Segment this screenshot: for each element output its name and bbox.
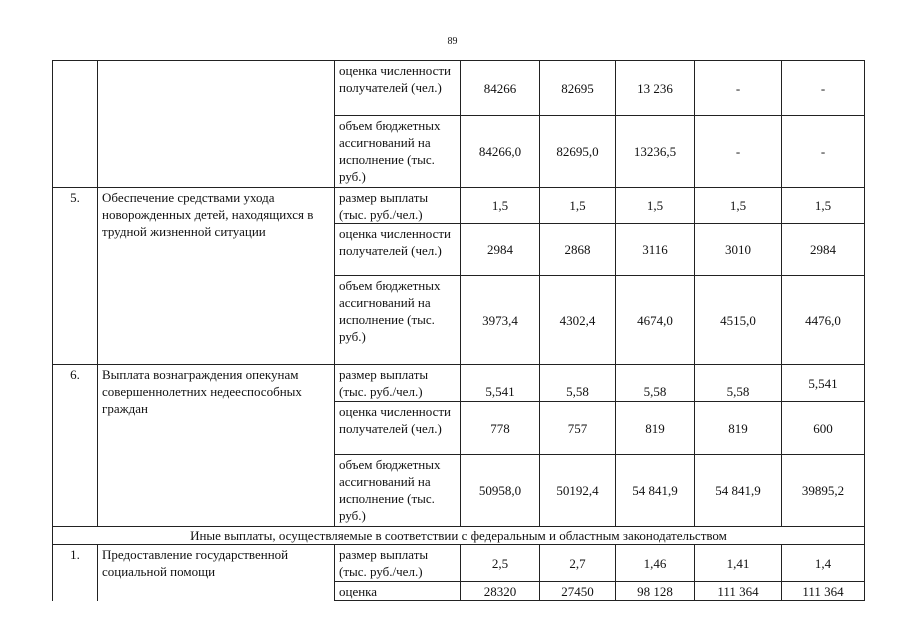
value-cell: 5,541 xyxy=(461,365,540,402)
value-cell: 82695 xyxy=(540,61,616,116)
value-cell: 757 xyxy=(540,402,616,455)
table-row xyxy=(53,545,865,582)
value-cell: - xyxy=(782,116,865,188)
budget-table xyxy=(52,60,865,601)
indicator-cell: объем бюджетных ассигнований на исполнение (тыс. руб.) xyxy=(335,276,461,365)
description-cell: Обеспечение средствами ухода новорожденных детей, находящихся в трудной жизненной ситуации xyxy=(98,188,335,365)
value-cell: 1,5 xyxy=(540,188,616,224)
indicator-cell: оценка численности получателей (чел.) xyxy=(335,61,461,116)
table-row xyxy=(53,188,865,224)
value-cell: 5,58 xyxy=(540,365,616,402)
value-cell: 54 841,9 xyxy=(695,455,782,527)
value-cell: 28320 xyxy=(461,582,540,601)
description-cell: Выплата вознаграждения опекунам совершеннолетних недееспособных граждан xyxy=(98,365,335,527)
value-cell: 4476,0 xyxy=(782,276,865,365)
value-cell: 13 236 xyxy=(616,61,695,116)
value-cell: - xyxy=(695,116,782,188)
value-cell: 98 128 xyxy=(616,582,695,601)
table-row xyxy=(53,61,865,116)
value-cell: 4302,4 xyxy=(540,276,616,365)
value-cell: 2,7 xyxy=(540,545,616,582)
indicator-cell: оценка численности получателей (чел.) xyxy=(335,224,461,276)
value-cell: 1,5 xyxy=(616,188,695,224)
value-cell: 1,5 xyxy=(695,188,782,224)
value-cell: 3116 xyxy=(616,224,695,276)
value-cell: 27450 xyxy=(540,582,616,601)
value-cell: 5,58 xyxy=(616,365,695,402)
value-cell: 2984 xyxy=(461,224,540,276)
number-cell: 1. xyxy=(53,545,98,601)
value-cell: 84266,0 xyxy=(461,116,540,188)
description-cell: Предоставление государственной социальной помощи xyxy=(98,545,335,601)
value-cell: 4674,0 xyxy=(616,276,695,365)
value-cell: 111 364 xyxy=(695,582,782,601)
number-cell: 6. xyxy=(53,365,98,527)
description-cell xyxy=(98,61,335,188)
value-cell: 111 364 xyxy=(782,582,865,601)
value-cell: 819 xyxy=(616,402,695,455)
value-cell: - xyxy=(695,61,782,116)
table-row xyxy=(53,527,865,545)
value-cell: 3973,4 xyxy=(461,276,540,365)
section-heading: Иные выплаты, осуществляемые в соответствии с федеральным и областным законодательством xyxy=(53,527,865,545)
value-cell: 39895,2 xyxy=(782,455,865,527)
indicator-cell: размер выплаты (тыс. руб./чел.) xyxy=(335,545,461,582)
indicator-cell: объем бюджетных ассигнований на исполнение (тыс. руб.) xyxy=(335,116,461,188)
value-cell: 54 841,9 xyxy=(616,455,695,527)
value-cell: 1,5 xyxy=(461,188,540,224)
value-cell: 819 xyxy=(695,402,782,455)
value-cell: 50192,4 xyxy=(540,455,616,527)
value-cell: 5,58 xyxy=(695,365,782,402)
value-cell: 2868 xyxy=(540,224,616,276)
value-cell: 13236,5 xyxy=(616,116,695,188)
indicator-cell: оценка численности получателей (чел.) xyxy=(335,402,461,455)
indicator-cell: размер выплаты (тыс. руб./чел.) xyxy=(335,188,461,224)
value-cell: 600 xyxy=(782,402,865,455)
number-cell: 5. xyxy=(53,188,98,365)
indicator-cell: объем бюджетных ассигнований на исполнение (тыс. руб.) xyxy=(335,455,461,527)
value-cell: 3010 xyxy=(695,224,782,276)
value-cell: - xyxy=(782,61,865,116)
number-cell xyxy=(53,61,98,188)
value-cell: 84266 xyxy=(461,61,540,116)
value-cell: 1,41 xyxy=(695,545,782,582)
value-cell: 2984 xyxy=(782,224,865,276)
value-cell: 1,46 xyxy=(616,545,695,582)
value-cell: 4515,0 xyxy=(695,276,782,365)
value-cell: 778 xyxy=(461,402,540,455)
value-cell: 2,5 xyxy=(461,545,540,582)
value-cell: 1,5 xyxy=(782,188,865,224)
indicator-cell: оценка xyxy=(335,582,461,601)
value-cell: 1,4 xyxy=(782,545,865,582)
table-row xyxy=(53,365,865,402)
value-cell: 50958,0 xyxy=(461,455,540,527)
value-cell: 82695,0 xyxy=(540,116,616,188)
value-cell: 5,541 xyxy=(782,365,865,402)
page-number: 89 xyxy=(447,36,458,47)
indicator-cell: размер выплаты (тыс. руб./чел.) xyxy=(335,365,461,402)
